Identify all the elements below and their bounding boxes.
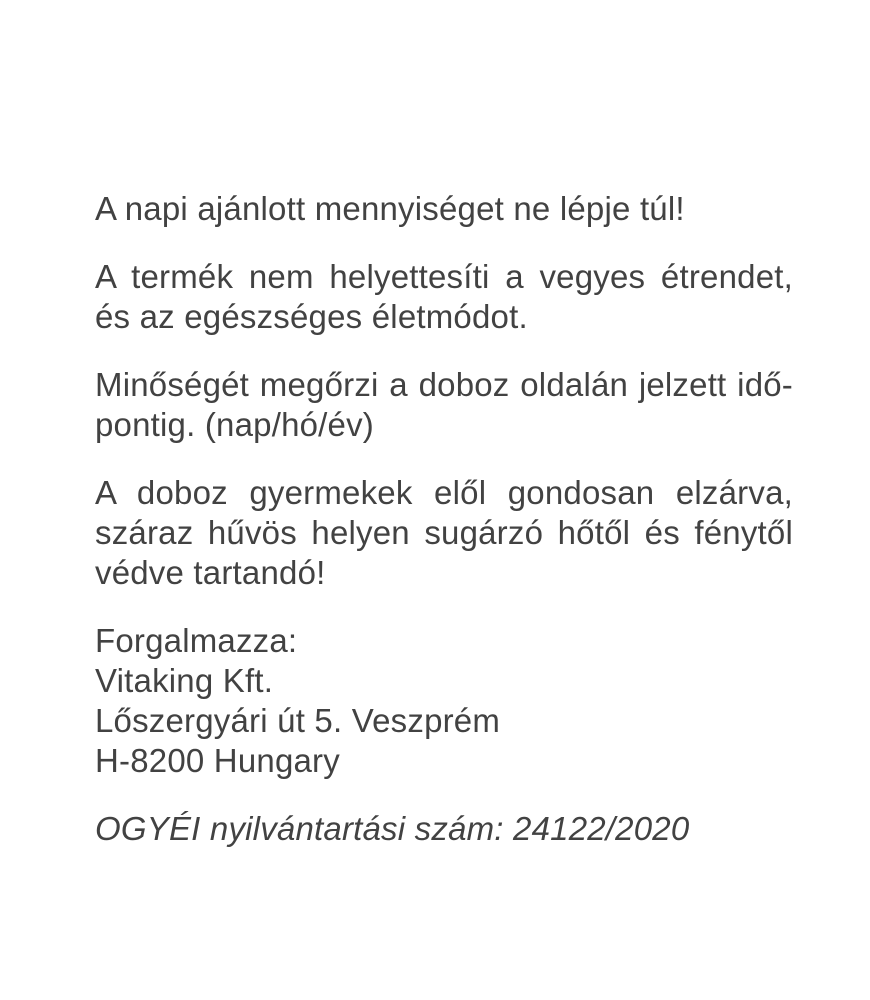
text-line: H-8200 Hungary: [95, 742, 340, 779]
text-line: Lőszergyári út 5. Veszprém: [95, 702, 501, 739]
registration-number: [95, 809, 793, 849]
text-line: és az egészséges életmódot.: [95, 298, 528, 335]
text-line: OGYÉI nyilvántartási szám: 24122/2020: [95, 810, 690, 847]
text-line: száraz hűvös helyen sugárzó hőtől és fénytől: [95, 514, 793, 551]
distributor-block: [95, 621, 793, 781]
text-line: A termék nem helyettesíti a vegyes étrendet,: [95, 258, 793, 295]
text-line: Minőségét megőrzi a doboz oldalán jelzett idő-: [95, 366, 793, 403]
storage-instructions: [95, 473, 793, 593]
varied-diet-disclaimer: [95, 257, 793, 337]
text-line: A napi ajánlott mennyiséget ne lépje túl!: [95, 190, 685, 227]
text-line: Vitaking Kft.: [95, 662, 274, 699]
text-line: védve tartandó!: [95, 554, 326, 591]
best-before-note: [95, 365, 793, 445]
text-line: pontig. (nap/hó/év): [95, 406, 374, 443]
daily-dose-warning: [95, 189, 793, 229]
text-line: Forgalmazza:: [95, 622, 298, 659]
text-line: A doboz gyermekek elől gondosan elzárva,: [95, 474, 793, 511]
document-text: [95, 189, 793, 849]
